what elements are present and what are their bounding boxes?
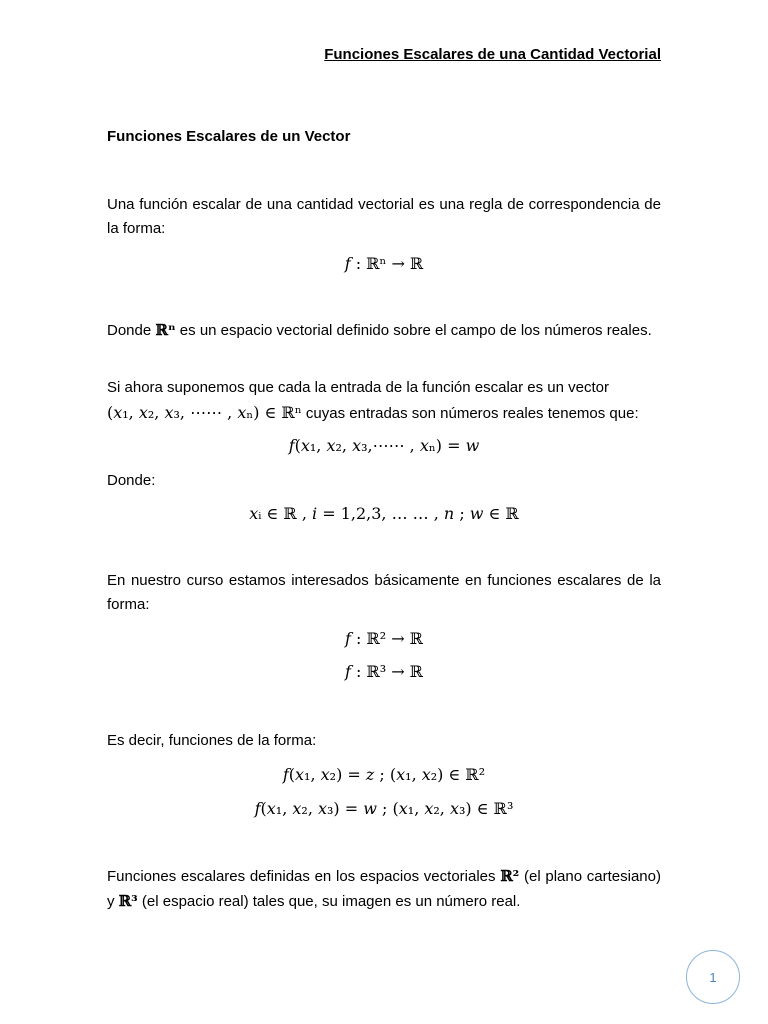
math-map-r2: 𝑓 : ℝ² → ℝ: [344, 629, 424, 648]
paragraph-conclusion-part3: (el espacio real) tales que, su imagen es un número real.: [137, 893, 521, 910]
math-function-equation: 𝑓(𝑥₁, 𝑥₂, 𝑥₃,⋯⋯ , 𝑥ₙ) = 𝑤: [288, 436, 480, 455]
page-number-text: 1: [709, 969, 717, 985]
math-map-rn: 𝑓 : ℝⁿ → ℝ: [344, 254, 424, 273]
paragraph-conclusion: [107, 864, 661, 914]
page-number-badge: [686, 950, 740, 1004]
paragraph-rn-before: Donde: [107, 322, 156, 339]
math-rn-inline: ℝⁿ: [155, 321, 176, 339]
section-title: Funciones Escalares de un Vector: [107, 128, 351, 145]
math-equation-r3: 𝑓(𝑥₁, 𝑥₂, 𝑥₃) = 𝑤 ; (𝑥₁, 𝑥₂, 𝑥₃) ∈ ℝ³: [254, 799, 514, 818]
paragraph-definition: Una función escalar de una cantidad vectorial es una regla de correspondencia de la forma:: [107, 196, 661, 237]
paragraph-vector-entry-line2: [107, 401, 639, 426]
math-r2-inline: ℝ²: [500, 867, 520, 885]
paragraph-conclusion-part1: Funciones escalares definidas en los espacios vectoriales: [107, 868, 501, 885]
paragraph-course-interest: En nuestro curso estamos interesados básicamente en funciones escalares de la forma:: [107, 572, 661, 613]
math-map-r3: 𝑓 : ℝ³ → ℝ: [344, 662, 424, 681]
math-equation-r2: 𝑓(𝑥₁, 𝑥₂) = 𝑧 ; (𝑥₁, 𝑥₂) ∈ ℝ²: [282, 765, 486, 784]
paragraph-vector-entry-after: cuyas entradas son números reales tenemos que:: [301, 405, 639, 422]
paragraph-rn-after: es un espacio vectorial definido sobre el campo de los números reales.: [175, 322, 652, 339]
paragraph-rn-space: [107, 318, 661, 343]
math-tuple-in-rn: (𝑥₁, 𝑥₂, 𝑥₃, ⋯⋯ , 𝑥ₙ) ∈ ℝⁿ: [107, 403, 302, 422]
page-header-title: Funciones Escalares de una Cantidad Vectorial: [324, 46, 661, 63]
paragraph-donde: Donde:: [107, 472, 156, 489]
math-r3-inline: ℝ³: [118, 892, 138, 910]
paragraph-vector-entry-line1: Si ahora suponemos que cada la entrada de la función escalar es un vector: [107, 379, 609, 396]
math-domain-condition: 𝑥ᵢ ∈ ℝ , 𝑖 = 1,2,3, … … , 𝑛 ; 𝑤 ∈ ℝ: [249, 504, 519, 523]
paragraph-conclusion-part2: (el plano cartesiano) y: [107, 868, 661, 910]
paragraph-es-decir: Es decir, funciones de la forma:: [107, 732, 317, 749]
